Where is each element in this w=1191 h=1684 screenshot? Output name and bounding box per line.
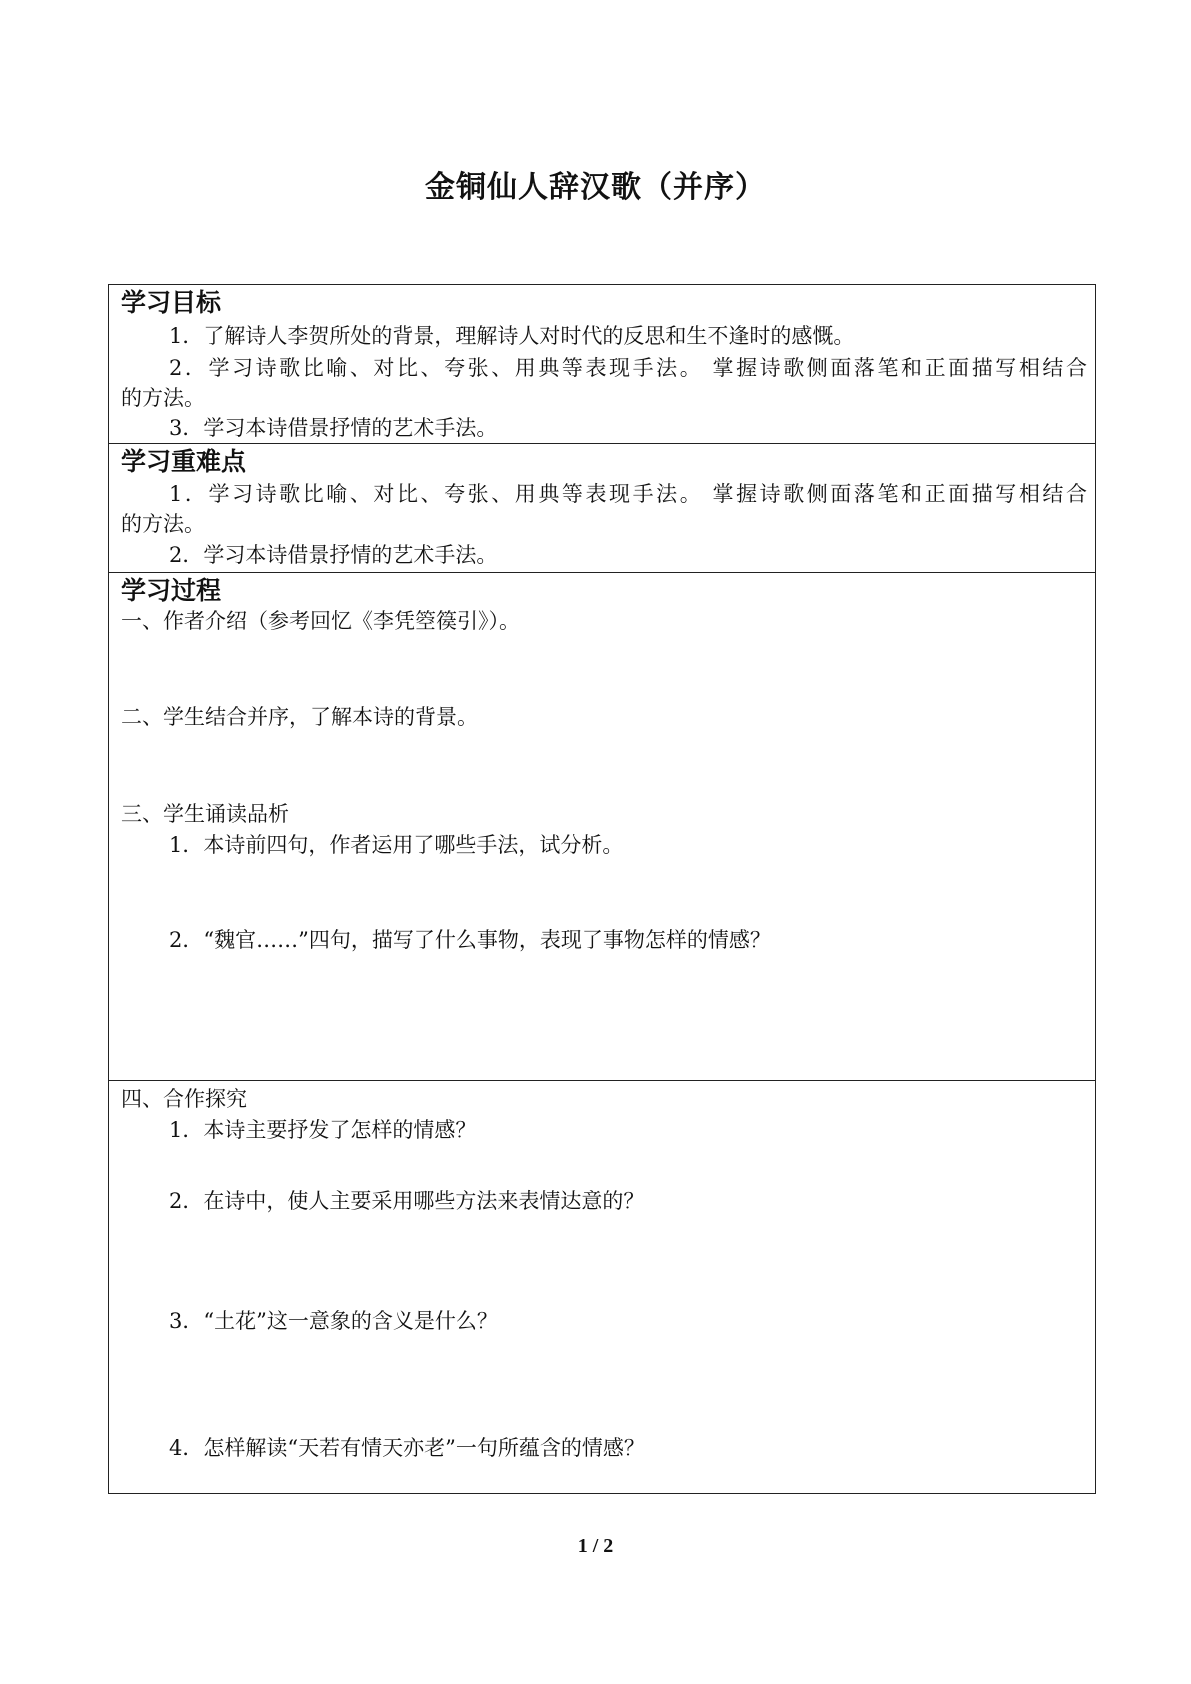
process-step-1: 一、作者介绍（参考回忆《李凭箜篌引》）。 [121,609,520,633]
goal-item-3: 3．学习本诗借景抒情的艺术手法。 [169,416,498,440]
document-title: 金铜仙人辞汉歌（并序） [425,170,766,205]
process-step-2: 二、学生结合并序，了解本诗的背景。 [121,705,478,729]
page-number: 1 / 2 [577,1535,614,1557]
learning-process-heading: 学习过程 [121,576,222,605]
keypoint-item-1-cont: 的方法。 [121,512,205,536]
inquiry-question-1: 1．本诗主要抒发了怎样的情感？ [169,1118,477,1142]
goal-item-2-cont: 的方法。 [121,386,205,410]
keypoint-item-2: 2．学习本诗借景抒情的艺术手法。 [169,543,498,567]
learning-process-section [108,572,1096,1081]
goal-item-1: 1．了解诗人李贺所处的背景，理解诗人对时代的反思和生不逢时的感慨。 [169,324,855,348]
key-points-section [108,443,1096,573]
keypoint-item-1: 1．学习诗歌比喻、对比、夸张、用典等表现手法。 掌握诗歌侧面落笔和正面描写相结合 [169,482,1087,506]
process-question-1: 1．本诗前四句，作者运用了哪些手法，试分析。 [169,833,624,857]
key-points-heading: 学习重难点 [121,447,247,476]
goal-item-2: 2．学习诗歌比喻、对比、夸张、用典等表现手法。 掌握诗歌侧面落笔和正面描写相结合 [169,356,1087,380]
cooperative-inquiry-section [108,1080,1096,1494]
learning-goals-section [108,284,1096,444]
cooperative-inquiry-heading: 四、合作探究 [121,1087,247,1111]
inquiry-question-2: 2．在诗中，使人主要采用哪些方法来表情达意的？ [169,1189,645,1213]
process-question-2: 2．“魏官……”四句，描写了什么事物，表现了事物怎样的情感？ [169,928,771,952]
inquiry-question-4: 4．怎样解读“天若有情天亦老”一句所蕴含的情感？ [169,1436,645,1460]
inquiry-question-3: 3．“土花”这一意象的含义是什么？ [169,1309,498,1333]
learning-goals-heading: 学习目标 [121,288,222,317]
process-step-3: 三、学生诵读品析 [121,802,289,826]
